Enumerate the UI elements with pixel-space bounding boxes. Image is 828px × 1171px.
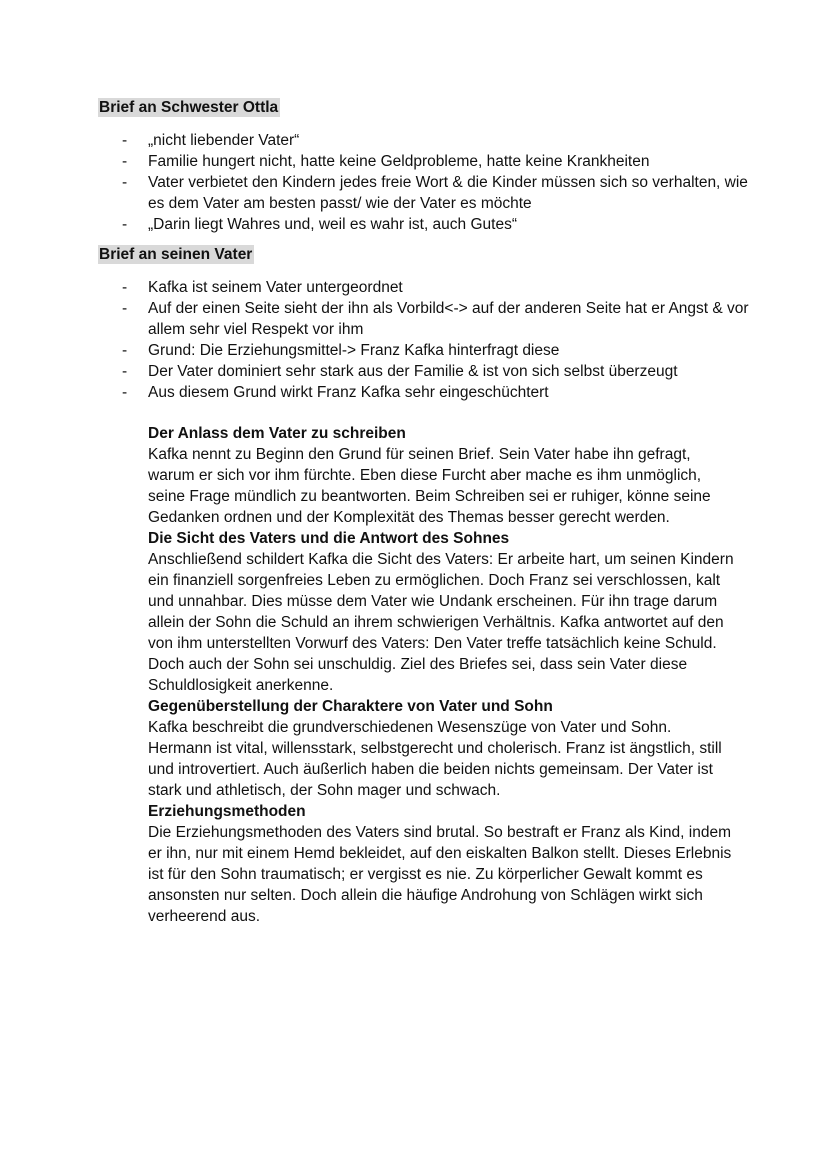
list-item-text: Grund: Die Erziehungsmittel-> Franz Kafka hinterfragt diese (148, 342, 560, 359)
list-item (120, 361, 760, 382)
list-item (120, 172, 760, 214)
section-heading-ottla (98, 98, 280, 118)
dash-bullet: - (122, 174, 128, 191)
dash-bullet: - (122, 279, 128, 296)
list-item (120, 214, 760, 235)
subsection-text-erziehung: Die Erziehungsmethoden des Vaters sind brutal. So bestraft er Franz als Kind, indem er ihn, nur mit einem Hemd bekleidet, auf den eiskalten Balkon stellt. Dieses Erlebnis ist für den Sohn traumatisch; er vergisst es nie. Zu körperlicher Gewalt kommt es ansonsten nur selten. Doch allein die häufige Androhung von Schlägen wirkt sich verheerend aus. (148, 824, 732, 925)
subsection-title-sicht: Die Sicht des Vaters und die Antwort des Sohnes (148, 530, 510, 547)
list-item (120, 151, 760, 172)
dash-bullet: - (122, 342, 128, 359)
bullet-list-ottla (120, 130, 760, 235)
dash-bullet: - (122, 384, 128, 401)
list-item-text: Vater verbietet den Kindern jedes freie Wort & die Kinder müssen sich so verhalten, wie es dem Vater am besten passt/ wie der Vater es möchte (148, 174, 748, 212)
section-heading-vater (98, 245, 254, 265)
bullet-list-vater (120, 277, 760, 403)
dash-bullet: - (122, 216, 128, 233)
list-item-text: Der Vater dominiert sehr stark aus der Familie & ist von sich selbst überzeugt (148, 363, 678, 380)
list-item-text: Kafka ist seinem Vater untergeordnet (148, 279, 403, 296)
dash-bullet: - (122, 363, 128, 380)
section-heading-text: Brief an seinen Vater (99, 246, 253, 263)
list-item (120, 130, 760, 151)
list-item (120, 340, 760, 361)
dash-bullet: - (122, 153, 128, 170)
list-item-text: „Darin liegt Wahres und, weil es wahr ist, auch Gutes“ (148, 216, 517, 233)
section-heading-text: Brief an Schwester Ottla (99, 99, 279, 116)
dash-bullet: - (122, 132, 128, 149)
summary-body (148, 423, 738, 927)
list-item-text: Familie hungert nicht, hatte keine Geldprobleme, hatte keine Krankheiten (148, 153, 650, 170)
subsection-text-anlass: Kafka nennt zu Beginn den Grund für seinen Brief. Sein Vater habe ihn gefragt, warum er sich vor ihm fürchte. Eben diese Furcht aber mache es ihm unmöglich, seine Frage mündlich zu beantworten. Beim Schreiben sei er ruhiger, könne seine Gedanken ordnen und der Komplexität des Themas besser gerecht werden. (148, 446, 711, 526)
list-item-text: Auf der einen Seite sieht der ihn als Vorbild<-> auf der anderen Seite hat er Angst & vor allem sehr viel Respekt vor ihm (148, 300, 749, 338)
list-item (120, 382, 760, 403)
dash-bullet: - (122, 300, 128, 317)
subsection-title-anlass: Der Anlass dem Vater zu schreiben (148, 425, 406, 442)
list-item (120, 277, 760, 298)
list-item (120, 298, 760, 340)
subsection-title-charaktere: Gegenüberstellung der Charaktere von Vater und Sohn (148, 698, 553, 715)
subsection-text-charaktere: Kafka beschreibt die grundverschiedenen Wesenszüge von Vater und Sohn. Hermann ist vital, willensstark, selbstgerecht und cholerisch. Franz ist ängstlich, still und introvertiert. Auch äußerlich haben die beiden nichts gemeinsam. Der Vater ist stark und athletisch, der Sohn mager und schwach. (148, 719, 722, 799)
subsection-text-sicht: Anschließend schildert Kafka die Sicht des Vaters: Er arbeite hart, um seinen Kindern ein finanziell sorgenfreies Leben zu ermöglichen. Doch Franz sei verschlossen, kalt und unnahbar. Dies müsse dem Vater wie Undank erscheinen. Für ihn trage darum allein der Sohn die Schuld an ihrem schwierigen Verhältnis. Kafka antwortet auf den von ihm unterstellten Vorwurf des Vaters: Den Vater treffe tatsächlich keine Schuld. Doch auch der Sohn sei unschuldig. Ziel des Briefes sei, dass sein Vater diese Schuldlosigkeit anerkenne. (148, 551, 734, 694)
subsection-title-erziehung: Erziehungsmethoden (148, 803, 306, 820)
list-item-text: Aus diesem Grund wirkt Franz Kafka sehr eingeschüchtert (148, 384, 549, 401)
list-item-text: „nicht liebender Vater“ (148, 132, 300, 149)
